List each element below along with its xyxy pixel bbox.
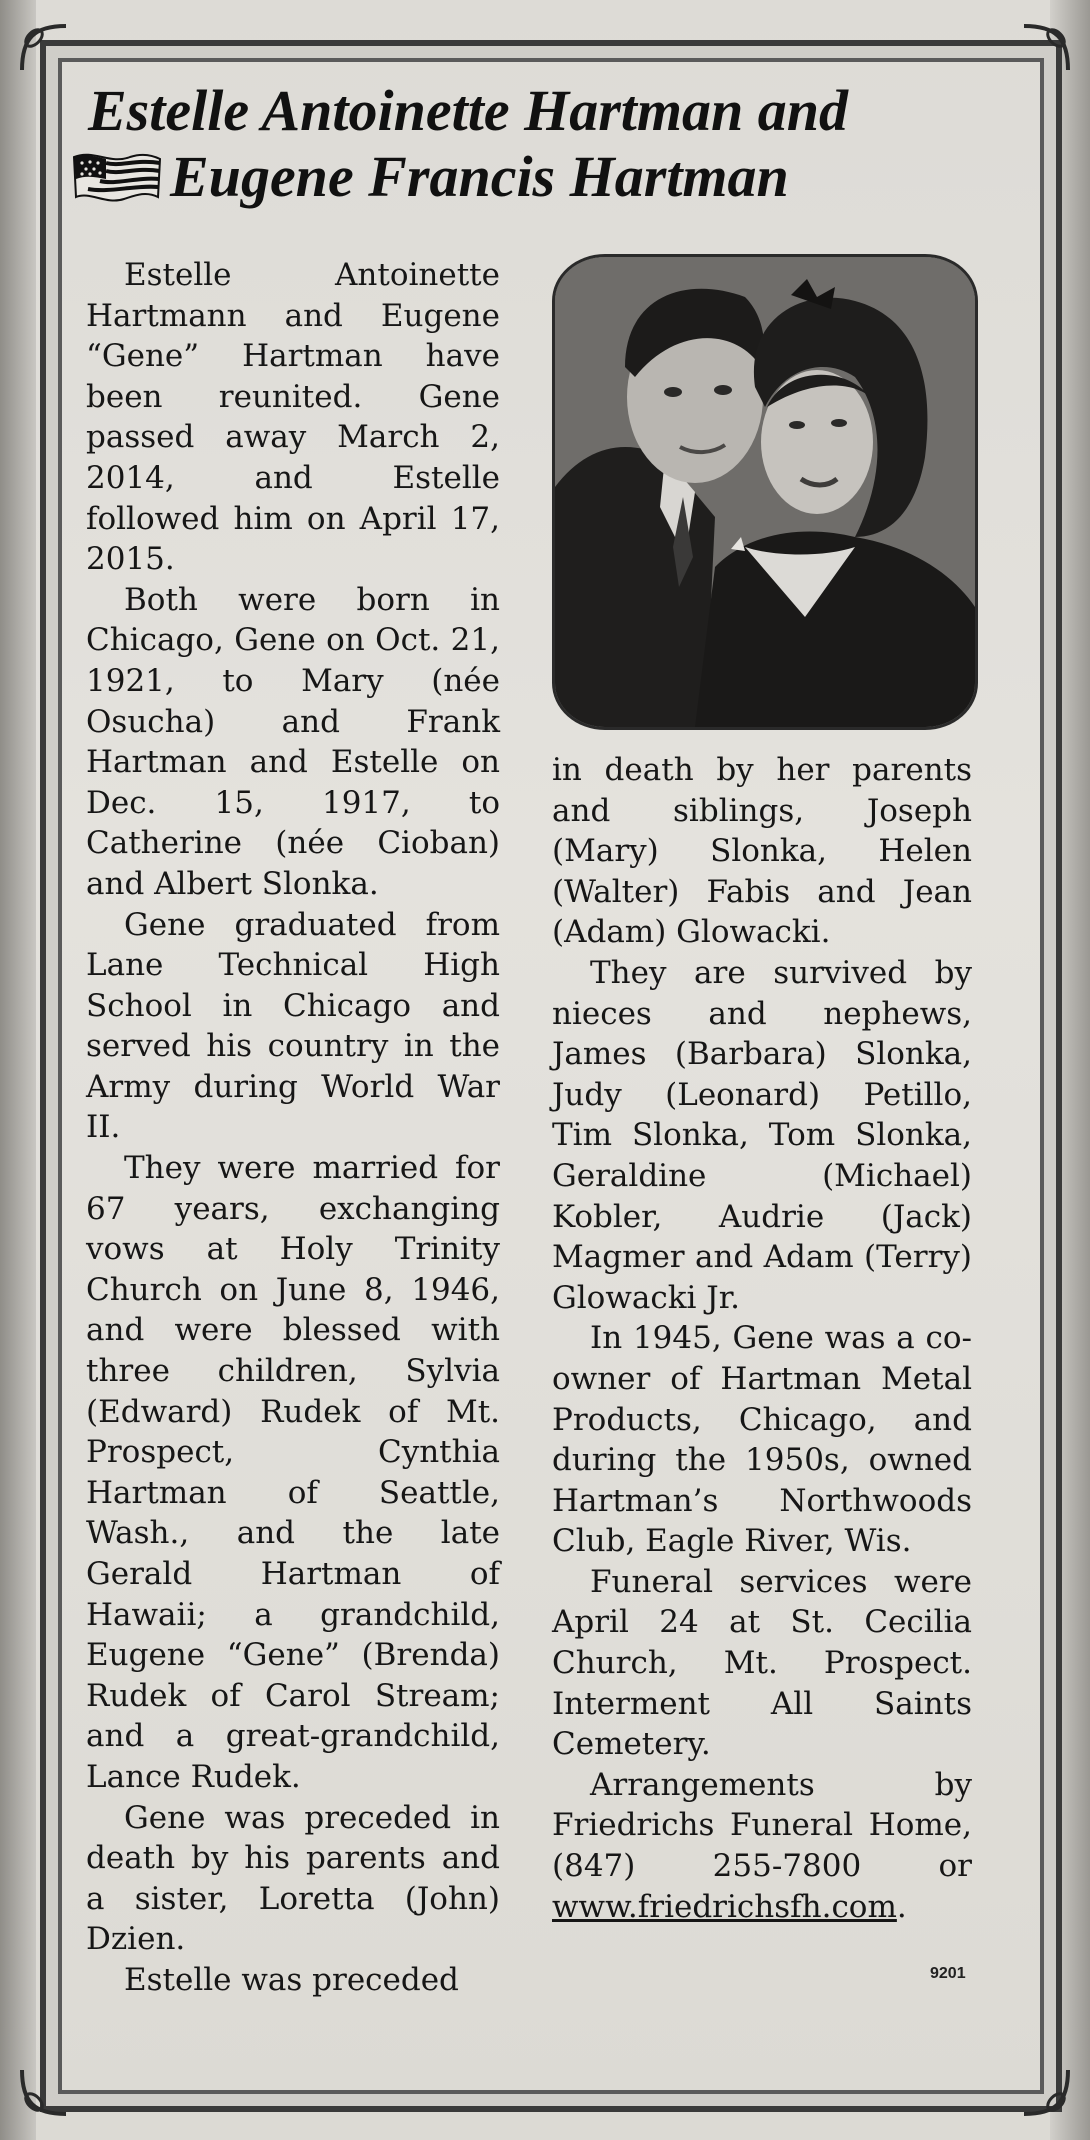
title-line-1: Estelle Antoinette Hartman and: [88, 78, 849, 143]
corner-flourish-icon: [14, 2062, 74, 2122]
paragraph: Estelle was preceded: [124, 1961, 459, 1998]
title-line-2: Eugene Francis Hartman: [170, 144, 789, 209]
couple-portrait-photo: [555, 257, 975, 727]
corner-flourish-icon: [1016, 2062, 1076, 2122]
corner-flourish-icon: [14, 18, 74, 78]
paragraph: In 1945, Gene was a co-owner of Hartman Metal Products, Chicago, and during the 1950s, owned Hartman’s Northwoods Club, Eagle River, Wis.: [552, 1320, 972, 1560]
paragraph: Gene was preceded in death by his parents and a sister, Loretta (John) Dzien.: [86, 1799, 500, 1958]
funeral-home-website-link[interactable]: www.friedrichsfh.com: [552, 1888, 897, 1925]
paragraph-continuation: in death by her parents and siblings, Joseph (Mary) Slonka, Helen (Walter) Fabis and Jean (Adam) Glowacki.: [552, 752, 972, 951]
corner-flourish-icon: [1016, 18, 1076, 78]
page-edge-shadow-left: [0, 0, 36, 2140]
right-column: [552, 750, 972, 1927]
ad-code: 9201: [930, 1965, 966, 1982]
paragraph: They were married for 67 years, exchanging vows at Holy Trinity Church on June 8, 1946, and were blessed with three children, Sylvia (Edward) Rudek of Mt. Prospect, Cynthia Hartman of Seattle, Wash., and the late Gerald Hartman of Hawaii; a grandchild, Eugene “Gene” (Brenda) Rudek of Carol Stream; and a great-grandchild, Lance Rudek.: [86, 1150, 500, 1795]
arrangements-text: Arrangements by Friedrichs Funeral Home, (847) 255-7800 or: [552, 1766, 972, 1885]
paragraph: They are survived by nieces and nephews, James (Barbara) Slonka, Judy (Leonard) Petillo, Tim Slonka, Tom Slonka, Geraldine (Michael) Kobler, Audrie (Jack) Magmer and Adam (Terry) Glowacki Jr.: [552, 954, 972, 1316]
arrangements-paragraph: [552, 1765, 972, 1927]
american-flag-icon: [70, 147, 162, 207]
paragraph: Both were born in Chicago, Gene on Oct. 21, 1921, to Mary (née Osucha) and Frank Hartman and Estelle on Dec. 15, 1917, to Catherine (née Cioban) and Albert Slonka.: [86, 581, 500, 902]
paragraph: Estelle Antoinette Hartmann and Eugene “Gene” Hartman have been reunited. Gene passed away March 2, 2014, and Estelle followed him on April 17, 2015.: [86, 257, 500, 578]
obituary-title: [70, 78, 1020, 210]
paragraph: Funeral services were April 24 at St. Cecilia Church, Mt. Prospect. Interment All Saints Cemetery.: [552, 1563, 972, 1763]
period: .: [896, 1888, 907, 1925]
paragraph: Gene graduated from Lane Technical High School in Chicago and served his country in the Army during World War II.: [86, 906, 500, 1146]
left-column: [86, 255, 500, 2001]
